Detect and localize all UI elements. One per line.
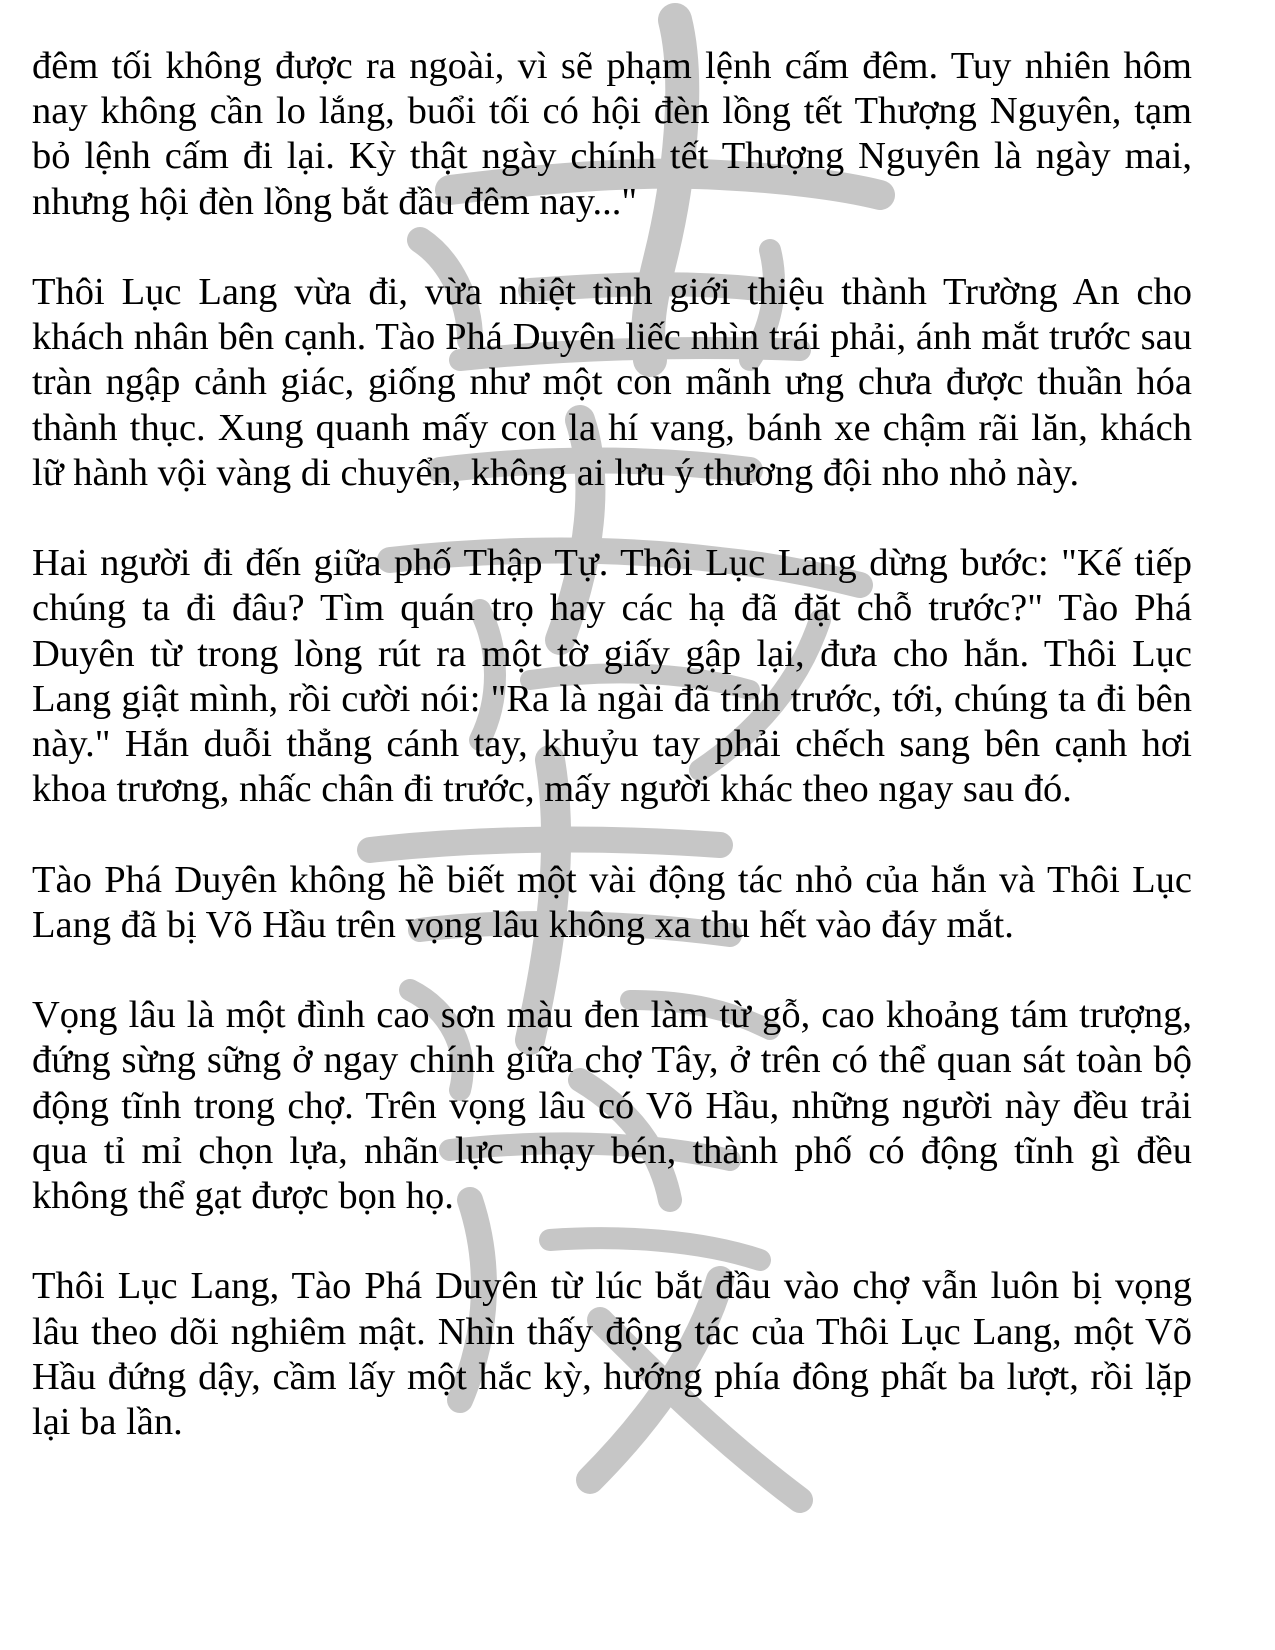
body-text xyxy=(32,44,1192,1490)
paragraph-3: Hai người đi đến giữa phố Thập Tự. Thôi Lục Lang dừng bước: "Kế tiếp chúng ta đi đâu? Tìm quán trọ hay các hạ đã đặt chỗ trước?" Tào Phá Duyên từ trong lòng rút ra một tờ giấy gập lại, đưa cho hắn. Thôi Lục Lang giật mình, rồi cười nói: "Ra là ngài đã tính trước, tới, chúng ta đi bên này." Hắn duỗi thẳng cánh tay, khuỷu tay phải chếch sang bên cạnh hơi khoa trương, nhấc chân đi trước, mấy người khác theo ngay sau đó. xyxy=(32,542,1192,811)
paragraph-4: Tào Phá Duyên không hề biết một vài động tác nhỏ của hắn và Thôi Lục Lang đã bị Võ Hầu trên vọng lâu không xa thu hết vào đáy mắt. xyxy=(32,858,1192,946)
paragraph-2: Thôi Lục Lang vừa đi, vừa nhiệt tình giới thiệu thành Trường An cho khách nhân bên cạnh. Tào Phá Duyên liếc nhìn trái phải, ánh mắt trước sau tràn ngập cảnh giác, giống như một con mãnh ưng chưa được thuần hóa thành thục. Xung quanh mấy con la hí vang, bánh xe chậm rãi lăn, khách lữ hành vội vàng di chuyển, không ai lưu ý thương đội nho nhỏ này. xyxy=(32,271,1192,494)
paragraph-1: đêm tối không được ra ngoài, vì sẽ phạm lệnh cấm đêm. Tuy nhiên hôm nay không cần lo lắng, buổi tối có hội đèn lồng tết Thượng Nguyên, tạm bỏ lệnh cấm đi lại. Kỳ thật ngày chính tết Thượng Nguyên là ngày mai, nhưng hội đèn lồng bắt đầu đêm nay..." xyxy=(32,45,1192,223)
paragraph-5: Vọng lâu là một đình cao sơn màu đen làm từ gỗ, cao khoảng tám trượng, đứng sừng sững ở ngay chính giữa chợ Tây, ở trên có thể quan sát toàn bộ động tĩnh trong chợ. Trên vọng lâu có Võ Hầu, những người này đều trải qua tỉ mỉ chọn lựa, nhãn lực nhạy bén, thành phố có động tĩnh gì đều không thể gạt được bọn họ. xyxy=(32,994,1192,1218)
paragraph-6: Thôi Lục Lang, Tào Phá Duyên từ lúc bắt đầu vào chợ vẫn luôn bị vọng lâu theo dõi nghiêm mật. Nhìn thấy động tác của Thôi Lục Lang, một Võ Hầu đứng dậy, cầm lấy một hắc kỳ, hướng phía đông phất ba lượt, rồi lặp lại ba lần. xyxy=(32,1265,1192,1444)
